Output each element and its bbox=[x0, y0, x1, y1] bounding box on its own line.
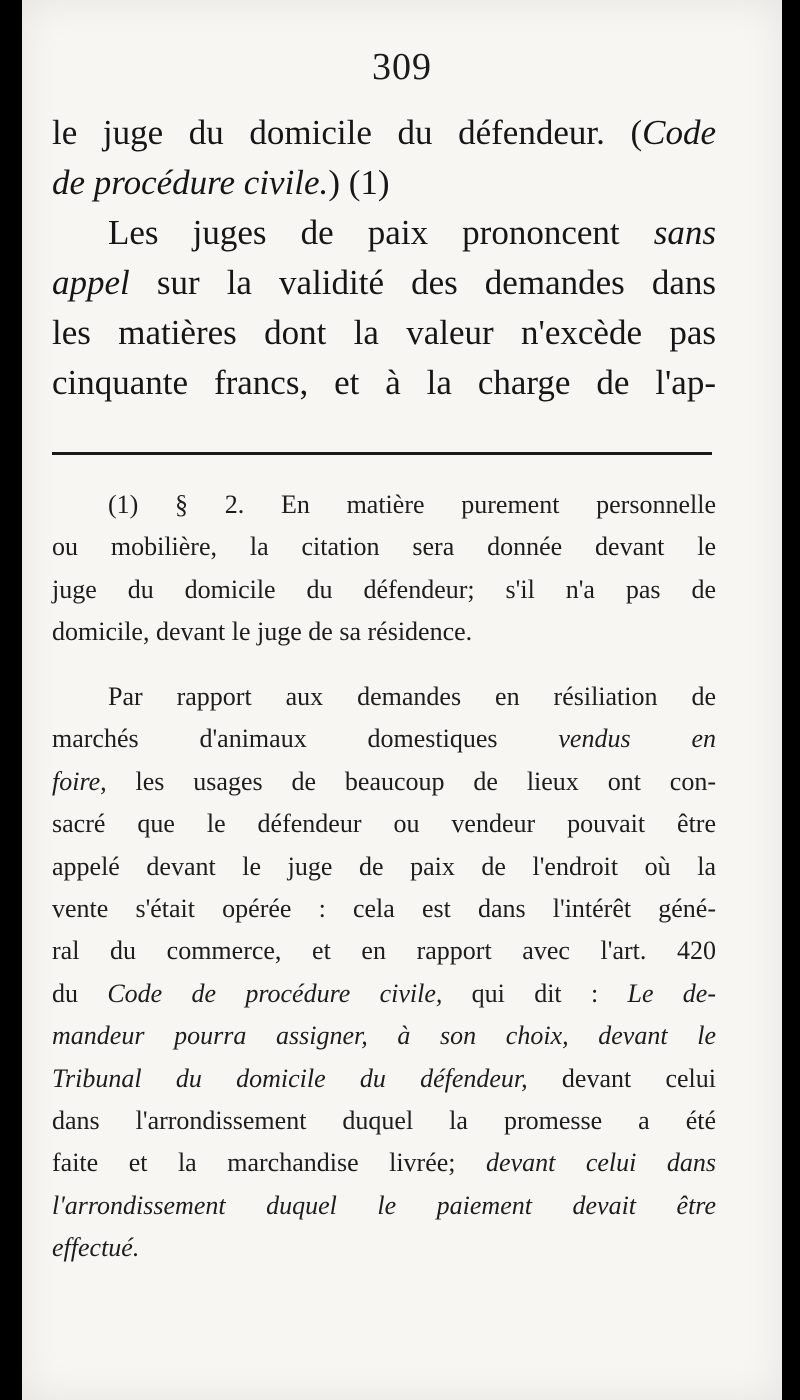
footnote-line: foire, les usages de beaucoup de lieux ont con- bbox=[52, 766, 716, 796]
book-page bbox=[22, 0, 782, 1400]
main-text-block bbox=[52, 108, 716, 408]
footnote-line: ral du commerce, et en rapport avec l'art. 420 bbox=[52, 936, 716, 966]
main-text-line: de procédure civile.) (1) bbox=[52, 163, 390, 202]
footnote-separator-rule bbox=[52, 452, 712, 455]
footnote-line: juge du domicile du défendeur; s'il n'a pas de bbox=[52, 574, 716, 604]
footnote-line: sacré que le défendeur ou vendeur pouvait être bbox=[52, 809, 716, 839]
footnote-line: domicile, devant le juge de sa résidence. bbox=[52, 617, 473, 647]
footnote-2 bbox=[52, 676, 716, 1269]
footnote-line: Tribunal du domicile du défendeur, devant celui bbox=[52, 1063, 716, 1093]
footnote-line: (1) § 2. En matière purement personnelle bbox=[108, 490, 716, 519]
footnote-line: effectué. bbox=[52, 1233, 140, 1263]
footnote-line: marchés d'animaux domestiques vendus en bbox=[52, 724, 716, 754]
footnote-line: ou mobilière, la citation sera donnée devant le bbox=[52, 532, 716, 562]
main-text-line: cinquante francs, et à la charge de l'ap- bbox=[52, 363, 716, 402]
footnote-line: du Code de procédure civile, qui dit : Le de- bbox=[52, 978, 717, 1008]
page-number: 309 bbox=[372, 46, 432, 88]
footnote-line: appelé devant le juge de paix de l'endroit où la bbox=[52, 851, 716, 881]
main-text-line: le juge du domicile du défendeur. (Code bbox=[52, 113, 716, 152]
main-text-line: Les juges de paix prononcent sans bbox=[108, 213, 716, 252]
main-text-line: les matières dont la valeur n'excède pas bbox=[52, 313, 716, 352]
footnote-1 bbox=[52, 484, 716, 654]
footnote-line: vente s'était opérée : cela est dans l'intérêt géné- bbox=[52, 893, 716, 923]
footnote-line: Par rapport aux demandes en résiliation de bbox=[108, 682, 716, 711]
footnote-line: dans l'arrondissement duquel la promesse a été bbox=[52, 1105, 716, 1135]
footnote-line: faite et la marchandise livrée; devant celui dans bbox=[52, 1148, 716, 1178]
footnote-line: l'arrondissement duquel le paiement devait être bbox=[52, 1190, 716, 1220]
main-text-line: appel sur la validité des demandes dans bbox=[52, 263, 716, 302]
footnote-line: mandeur pourra assigner, à son choix, devant le bbox=[52, 1021, 716, 1051]
